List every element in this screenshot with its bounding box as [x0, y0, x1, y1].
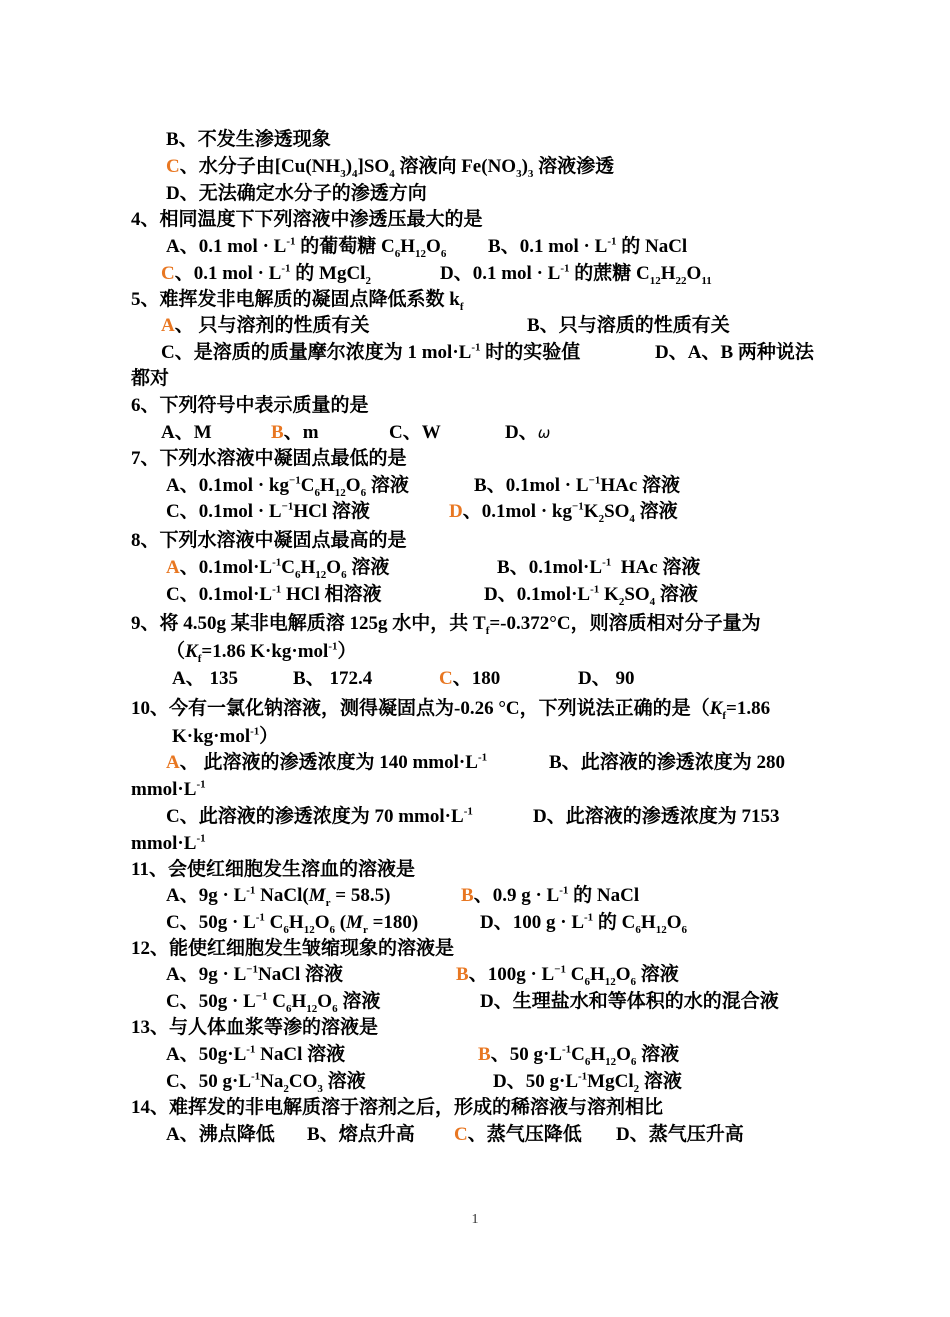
line-text: 、$100g \cdot L^{-1}$ $C_6H_{12}O_6$ 溶液 — [468, 963, 679, 988]
line-text: （$K_f=1.86$ K·kg·mol$^{-1}$） — [166, 640, 357, 665]
text-line — [131, 208, 483, 232]
option-label: A — [166, 1044, 180, 1065]
line-text: 4、相同温度下下列溶液中渗透压最大的是 — [131, 209, 483, 230]
line-text: 、$0.1mol \cdot kg^{-1}K_2SO_4$ 溶液 — [462, 500, 678, 525]
text-line — [131, 778, 206, 802]
option-label: C — [439, 668, 453, 689]
line-text: 、此溶液的渗透浓度为 7153 — [546, 806, 780, 827]
text-line — [166, 500, 370, 524]
line-text: 、$0.1mol \cdot L^{-1}HCl$ 溶液 — [179, 500, 370, 522]
text-line — [166, 182, 427, 206]
text-line — [616, 1123, 744, 1147]
option-label: B — [271, 422, 284, 443]
line-text: 都对 — [131, 368, 170, 389]
option-label: A — [166, 885, 180, 906]
line-text: 、0.1 mol · $L^{-1}$ 的蔗糖 $C_{12}H_{22}O_{11}$ — [453, 262, 712, 287]
text-line — [131, 288, 464, 312]
line-text: K·kg·mol$^{-1}$） — [172, 725, 279, 747]
option-label: D — [616, 1124, 630, 1145]
text-line — [166, 1123, 275, 1147]
option-label: D — [533, 806, 547, 827]
option-label: C — [161, 263, 175, 284]
text-line — [166, 990, 380, 1014]
option-label: A — [166, 752, 180, 773]
line-text: 、$0.1mol\cdot L^{-1}$ HCl 相溶液 — [179, 583, 382, 605]
line-text: 、ω — [518, 422, 551, 443]
line-text: 、是溶质的质量摩尔浓度为 1 $mol\cdot L^{-1}$ 时的实验值 — [174, 341, 581, 363]
line-text: 、此溶液的渗透浓度为 70 $mmol\cdot L^{-1}$ — [179, 805, 473, 827]
option-label: B — [456, 964, 469, 985]
line-text: 、M — [174, 422, 212, 443]
text-line — [488, 235, 687, 259]
text-line — [449, 500, 678, 524]
text-line — [131, 858, 415, 882]
text-line — [131, 697, 770, 721]
text-line — [527, 314, 730, 338]
option-label: A — [161, 315, 175, 336]
line-text: 、此溶液的渗透浓度为 280 — [561, 752, 785, 773]
line-text: $mmol\cdot L^{-1}$ — [131, 778, 206, 800]
line-text: 、50 $g\cdot L^{-1}C_6H_{12}O_6$ 溶液 — [490, 1043, 680, 1068]
option-label: D — [493, 1071, 507, 1092]
line-text: 、 135 — [185, 668, 238, 689]
text-line — [480, 990, 779, 1014]
option-label: B — [307, 1124, 320, 1145]
text-line — [480, 911, 687, 935]
text-line — [166, 556, 389, 580]
option-label: B — [497, 557, 510, 578]
line-text: 、$50g \cdot L^{-1}$ $C_6H_{12}O_6$ $(M_r =180)$ — [179, 911, 419, 936]
line-text: 、生理盐水和等体积的水的混合液 — [493, 991, 779, 1012]
option-label: D — [440, 263, 454, 284]
text-line — [505, 421, 550, 445]
line-text: 、 172.4 — [305, 668, 373, 689]
option-label: C — [166, 912, 180, 933]
text-line — [271, 421, 319, 445]
text-line — [166, 128, 331, 152]
option-label: A — [166, 1124, 180, 1145]
option-label: D — [655, 342, 669, 363]
option-label: A — [166, 557, 180, 578]
text-line — [293, 667, 372, 691]
text-line — [166, 235, 446, 259]
text-line — [307, 1123, 415, 1147]
line-text: 、无法确定水分子的渗透方向 — [179, 183, 427, 204]
line-text: 、A、B 两种说法 — [668, 342, 814, 363]
line-text: 、0.9 $g \cdot L^{-1}$ 的 NaCl — [473, 884, 640, 906]
line-text: 、沸点降低 — [179, 1124, 275, 1145]
option-label: A — [166, 236, 180, 257]
line-text: 、 此溶液的渗透浓度为 140 $mmol\cdot L^{-1}$ — [179, 751, 488, 773]
option-label: A — [166, 964, 180, 985]
line-text: 、不发生渗透现象 — [178, 129, 331, 150]
text-line — [131, 1016, 378, 1040]
line-text: 、m — [283, 422, 319, 443]
text-line — [456, 963, 679, 987]
text-line — [439, 667, 500, 691]
text-line — [131, 529, 407, 553]
option-label: D — [480, 912, 494, 933]
text-line — [166, 640, 357, 664]
text-line — [493, 1070, 682, 1094]
text-line — [166, 963, 343, 987]
text-line — [166, 1070, 366, 1094]
text-line — [389, 421, 441, 445]
option-label: B — [474, 475, 487, 496]
option-label: D — [166, 183, 180, 204]
text-line — [166, 583, 382, 607]
option-label: B — [549, 752, 562, 773]
option-label: A — [172, 668, 186, 689]
line-text: 、 只与溶剂的性质有关 — [174, 315, 370, 336]
line-text: 、$0.1mol\cdot L^{-1}$ HAc 溶液 — [509, 556, 701, 578]
text-line — [166, 155, 614, 179]
text-line — [131, 937, 454, 961]
line-text: 12、能使红细胞发生皱缩现象的溶液是 — [131, 938, 455, 959]
line-text: 、$0.1mol \cdot L^{-1}HAc$ 溶液 — [486, 474, 681, 496]
text-line — [440, 262, 712, 286]
line-text: 6、下列符号中表示质量的是 — [131, 395, 369, 416]
line-text: 、只与溶质的性质有关 — [539, 315, 730, 336]
text-line — [478, 1043, 679, 1067]
line-text: 、$0.1mol \cdot kg^{-1}C_6H_{12}O_6$ 溶液 — [179, 474, 409, 499]
page-number: 1 — [471, 1212, 479, 1227]
line-text: 、$50g\cdot L^{-1}$ NaCl 溶液 — [179, 1043, 346, 1065]
option-label: C — [166, 584, 180, 605]
line-text: 、0.1 mol · $L^{-1}$ 的 NaCl — [500, 235, 688, 257]
text-line — [454, 1123, 582, 1147]
option-label: C — [454, 1124, 468, 1145]
option-label: B — [166, 129, 179, 150]
line-text: 、$9g \cdot L^{-1}$ $NaCl(M_r = 58.5)$ — [179, 884, 391, 909]
line-text: 8、下列水溶液中凝固点最高的是 — [131, 530, 407, 551]
text-line — [161, 341, 580, 365]
text-line — [578, 667, 635, 691]
text-line — [161, 262, 371, 286]
option-label: D — [505, 422, 519, 443]
text-line — [166, 474, 409, 498]
text-line — [131, 1096, 663, 1120]
text-line — [549, 751, 785, 775]
text-line — [161, 314, 370, 338]
line-text: 、W — [402, 422, 441, 443]
line-text: 、0.1 mol · $L^{-1}$ 的葡萄糖 $C_6H_{12}O_6$ — [179, 235, 447, 260]
line-text: 13、与人体血浆等渗的溶液是 — [131, 1017, 379, 1038]
option-label: C — [166, 1071, 180, 1092]
text-line — [131, 612, 761, 636]
text-line — [166, 1043, 345, 1067]
text-line — [484, 583, 698, 607]
text-line — [161, 421, 212, 445]
text-line — [131, 394, 369, 418]
option-label: B — [293, 668, 306, 689]
line-text: 、$50g \cdot L^{-1}$ $C_6H_{12}O_6$ 溶液 — [179, 990, 381, 1015]
text-line — [166, 805, 473, 829]
text-line — [172, 667, 238, 691]
option-label: C — [166, 806, 180, 827]
option-label: B — [488, 236, 501, 257]
line-text: 、$0.1mol\cdot L^{-1}$ $K_2SO_4$ 溶液 — [497, 583, 698, 608]
option-label: C — [166, 991, 180, 1012]
line-text: 、50 $g\cdot L^{-1}Na_2CO_3$ 溶液 — [179, 1070, 366, 1095]
option-label: A — [161, 422, 175, 443]
line-text: 、$0.1mol\cdot L^{-1}C_6H_{12}O_6$ 溶液 — [179, 556, 390, 581]
line-text: 、熔点升高 — [319, 1124, 415, 1145]
line-text: 、蒸气压升高 — [629, 1124, 744, 1145]
text-line — [131, 832, 206, 856]
line-text: 、水分子由$[Cu(NH_3)_4]SO_4$ 溶液向 $Fe(NO_3)_3$ 溶液渗透 — [179, 156, 615, 180]
line-text: 、100 $g \cdot L^{-1}$ 的 $C_6H_{12}O_6$ — [493, 911, 687, 936]
option-label: C — [161, 342, 175, 363]
line-text: 、180 — [452, 668, 501, 689]
text-line — [131, 447, 407, 471]
text-line — [172, 725, 278, 749]
option-label: C — [166, 156, 180, 177]
line-text: 、蒸气压降低 — [467, 1124, 582, 1145]
option-label: D — [578, 668, 592, 689]
line-text: 、 90 — [591, 668, 635, 689]
text-line — [533, 805, 780, 829]
line-text: 、50 $g\cdot L^{-1}MgCl_2$ 溶液 — [506, 1070, 682, 1095]
text-line — [166, 911, 418, 935]
option-label: A — [166, 475, 180, 496]
option-label: D — [484, 584, 498, 605]
line-text: 11、会使红细胞发生溶血的溶液是 — [131, 859, 415, 880]
line-text: 14、难挥发的非电解质溶于溶剂之后，形成的稀溶液与溶剂相比 — [131, 1097, 664, 1118]
text-line — [166, 751, 487, 775]
text-line — [655, 341, 814, 365]
option-label: B — [461, 885, 474, 906]
option-label: D — [480, 991, 494, 1012]
text-line — [497, 556, 700, 580]
line-text: 9、将 4.50g 某非电解质溶 125g 水中，共 $T_f=-0.372^\circ C$，则溶质相对分子量为 — [131, 613, 761, 637]
line-text: 、0.1 mol · $L^{-1}$ 的 MgCl$_2$ — [174, 262, 371, 287]
option-label: B — [478, 1044, 491, 1065]
option-label: B — [527, 315, 540, 336]
line-text: 10、今有一氯化钠溶液，测得凝固点为-0.26 °C，下列说法正确的是（$K_f=1.86$ — [131, 698, 771, 722]
text-line — [131, 367, 169, 391]
line-text: 、$9g \cdot L^{-1}NaCl$ 溶液 — [179, 963, 344, 985]
line-text: 7、下列水溶液中凝固点最低的是 — [131, 448, 407, 469]
option-label: D — [449, 501, 463, 522]
text-line — [461, 884, 639, 908]
text-line — [166, 884, 390, 908]
line-text: 5、难挥发非电解质的凝固点降低系数 $k_f$ — [131, 289, 464, 313]
option-label: C — [389, 422, 403, 443]
text-line — [474, 474, 680, 498]
line-text: $mmol\cdot L^{-1}$ — [131, 832, 206, 854]
option-label: C — [166, 501, 180, 522]
